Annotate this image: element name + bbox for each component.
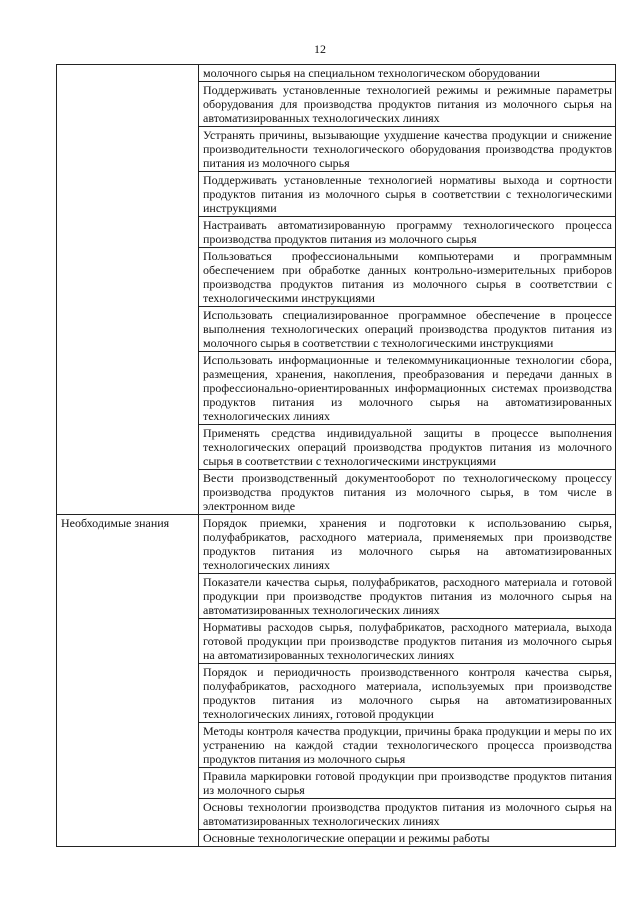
table-cell: Устранять причины, вызывающие ухудшение качества продукции и снижение производительности технологического оборудования производства продуктов питания из молочного сырья — [199, 127, 616, 172]
table-cell: Порядок и периодичность производственного контроля качества сырья, полуфабрикатов, расходного материала, используемых при производстве продуктов питания из молочного сырья на автоматизированных технологических линиях, готовой продукции — [199, 664, 616, 723]
table-cell: Нормативы расходов сырья, полуфабрикатов, расходного материала, выхода готовой продукции при производстве продуктов питания из молочного сырья на автоматизированных технологических линиях — [199, 619, 616, 664]
table-cell: Правила маркировки готовой продукции при производстве продуктов питания из молочного сырья — [199, 768, 616, 799]
table-cell: Поддерживать установленные технологией режимы и режимные параметры оборудования для производства продуктов питания из молочного сырья на автоматизированных технологических линиях — [199, 82, 616, 127]
table-cell: Порядок приемки, хранения и подготовки к использованию сырья, полуфабрикатов, расходного материала, применяемых при производстве продуктов питания из молочного сырья на автоматизированных технологических линиях — [199, 515, 616, 574]
table-cell: Поддерживать установленные технологией нормативы выхода и сортности продуктов питания из молочного сырья в соответствии с технологическими инструкциями — [199, 172, 616, 217]
table-cell: Использовать информационные и телекоммуникационные технологии сбора, размещения, хранения, накопления, преобразования и передачи данных в профессионально-ориентированных информационных системах производства продуктов питания из молочного сырья на автоматизированных технологических линиях — [199, 352, 616, 425]
table-cell: Пользоваться профессиональными компьютерами и программным обеспечением при обработке данных контрольно-измерительных приборов производства продуктов питания из молочного сырья в соответствии с технологическими инструкциями — [199, 248, 616, 307]
competency-table — [56, 64, 616, 847]
table-cell: Методы контроля качества продукции, причины брака продукции и меры по их устранению на каждой стадии технологического процесса производства продуктов питания из молочного сырья — [199, 723, 616, 768]
table-row — [57, 65, 616, 82]
table-cell: Основы технологии производства продуктов питания из молочного сырья на автоматизированных технологических линиях — [199, 799, 616, 830]
table-cell: Применять средства индивидуальной защиты в процессе выполнения технологических операций производства продуктов питания из молочного сырья в соответствии с технологическими инструкциями — [199, 425, 616, 470]
table-cell: Основные технологические операции и режимы работы — [199, 830, 616, 847]
page-number: 12 — [314, 42, 326, 56]
table-cell: молочного сырья на специальном технологическом оборудовании — [199, 65, 616, 82]
table-cell: Показатели качества сырья, полуфабрикатов, расходного материала и готовой продукции при производстве продуктов питания из молочного сырья на автоматизированных технологических линиях — [199, 574, 616, 619]
section-label — [57, 65, 199, 515]
section-knowledge — [57, 515, 616, 847]
table-cell: Использовать специализированное программное обеспечение в процессе выполнения технологических операций производства продуктов питания из молочного сырья в соответствии с технологическими инструкциями — [199, 307, 616, 352]
section-skills — [57, 65, 616, 515]
section-label: Необходимые знания — [57, 515, 199, 847]
table-cell: Вести производственный документооборот по технологическому процессу производства продуктов питания из молочного сырья, в том числе в электронном виде — [199, 470, 616, 515]
table-row — [57, 515, 616, 574]
table-cell: Настраивать автоматизированную программу технологического процесса производства продуктов питания из молочного сырья — [199, 217, 616, 248]
